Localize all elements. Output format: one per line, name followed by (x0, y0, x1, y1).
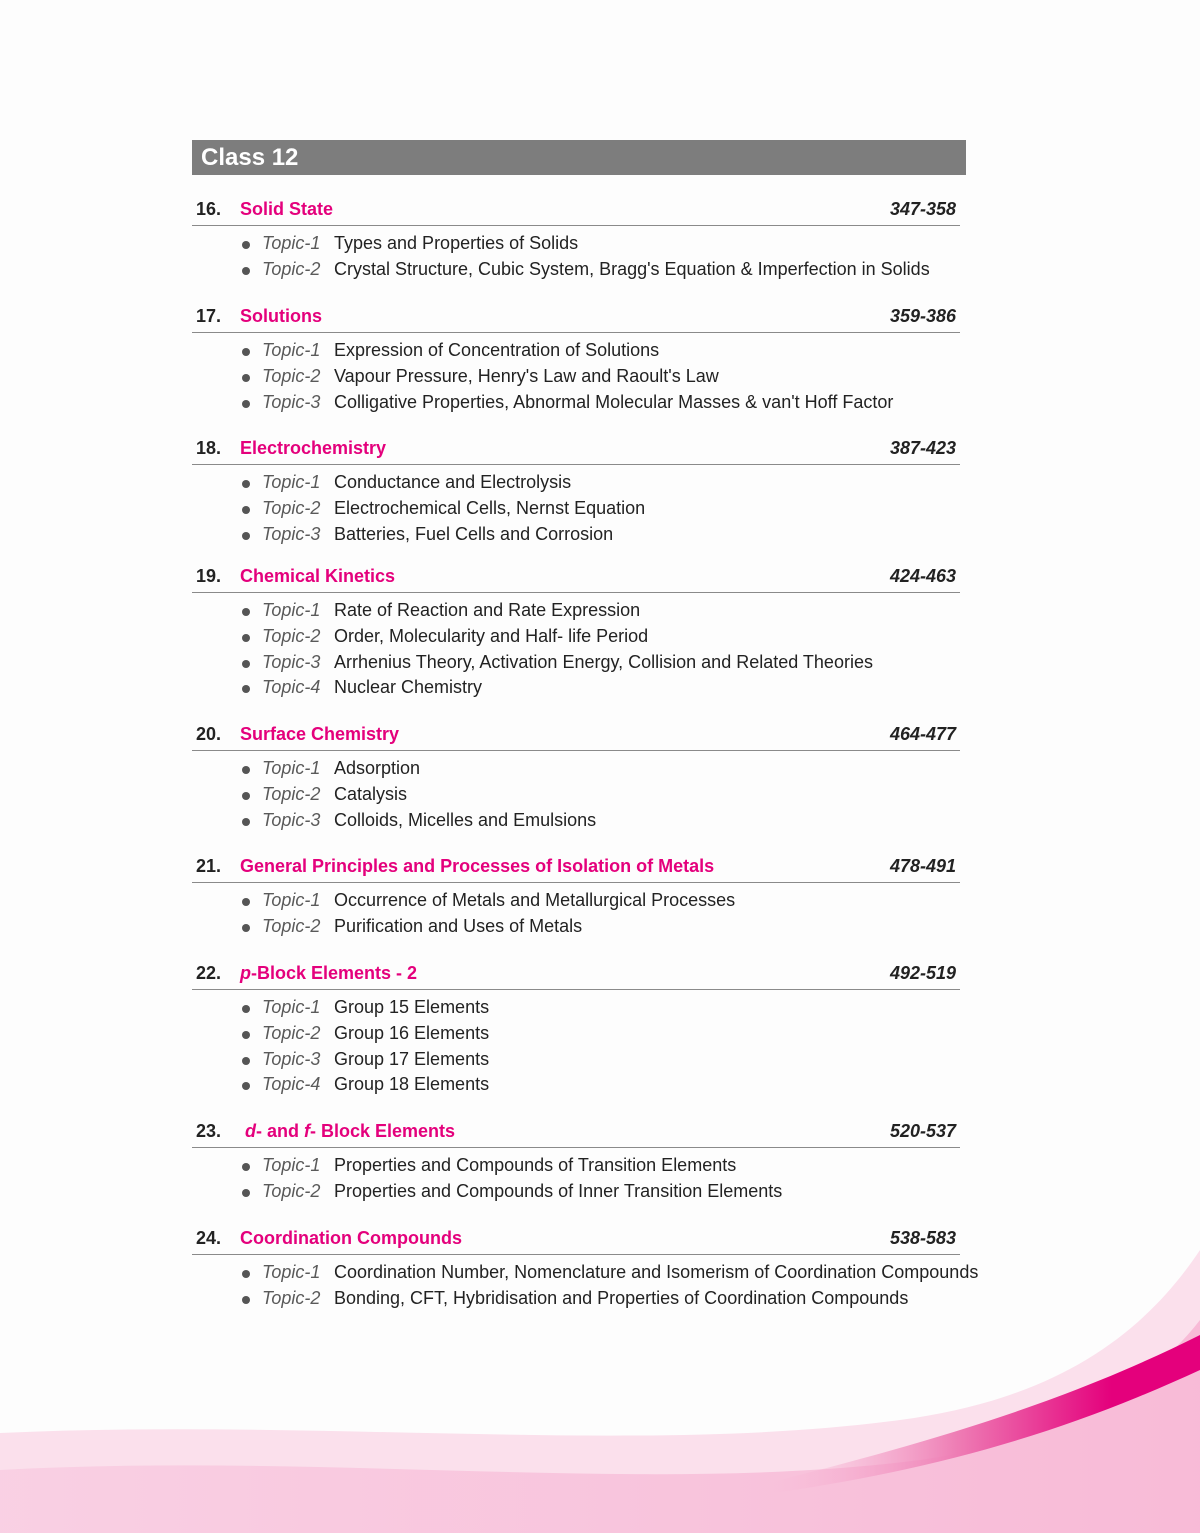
bullet-icon (242, 348, 250, 356)
topic-label: Topic-2 (262, 783, 321, 804)
topic-label: Topic-1 (262, 1262, 321, 1282)
topic-item (192, 1072, 960, 1098)
topic-item (192, 470, 960, 496)
topic-item (192, 914, 960, 940)
bullet-icon (242, 898, 250, 906)
chapter-heading (192, 852, 960, 883)
bullet-icon (242, 480, 250, 488)
chapter-number: 22. (196, 963, 222, 983)
topic-item (192, 1047, 960, 1073)
topic-item (192, 338, 960, 364)
chapter-title: Coordination Compounds (240, 1228, 462, 1248)
topic-item (192, 995, 960, 1021)
topic-list (192, 338, 960, 415)
chapter-number: 18. (196, 438, 222, 458)
bullet-icon (242, 766, 250, 774)
chapter-block (192, 434, 960, 547)
chapter-number: 21. (196, 856, 222, 876)
topic-text: Group 17 Elements (334, 1048, 490, 1069)
bullet-icon (242, 532, 250, 540)
topic-label: Topic-2 (262, 625, 321, 646)
chapter-block (192, 1224, 979, 1312)
topic-label: Topic-1 (262, 997, 321, 1017)
chapter-number: 20. (196, 724, 222, 744)
bullet-icon (242, 1057, 250, 1065)
topic-item (192, 364, 960, 390)
bullet-icon (242, 1082, 250, 1090)
bullet-icon (242, 1296, 250, 1304)
topic-text: Adsorption (334, 758, 421, 778)
topic-list (192, 231, 960, 283)
chapter-title: p-Block Elements - 2 (240, 963, 418, 983)
topic-label: Topic-3 (262, 1048, 321, 1069)
bullet-icon (242, 1189, 250, 1197)
chapter-page-range: 492-519 (889, 963, 956, 983)
chapter-heading (192, 195, 960, 226)
chapter-title: General Principles and Processes of Isolation of Metals (240, 856, 715, 876)
bullet-icon (242, 608, 250, 616)
topic-label: Topic-2 (262, 1287, 321, 1308)
chapter-block (192, 195, 960, 283)
topic-label: Topic-1 (262, 758, 321, 778)
topic-item (192, 257, 960, 283)
topic-item (192, 624, 960, 650)
chapter-title: Electrochemistry (240, 438, 387, 458)
topic-text: Conductance and Electrolysis (334, 472, 572, 492)
topic-label: Topic-2 (262, 497, 321, 518)
topic-text: Electrochemical Cells, Nernst Equation (334, 497, 646, 518)
chapter-number: 23. (196, 1121, 222, 1141)
chapter-page-range: 520-537 (889, 1121, 956, 1141)
chapter-number: 24. (196, 1228, 222, 1248)
chapter-page-range: 387-423 (889, 438, 956, 458)
bullet-icon (242, 685, 250, 693)
topic-label: Topic-2 (262, 365, 321, 386)
topic-text: Bonding, CFT, Hybridisation and Properties of Coordination Compounds (334, 1287, 909, 1308)
chapter-block (192, 1117, 960, 1205)
topic-list (192, 1260, 979, 1312)
topic-list (192, 756, 960, 833)
topic-item (192, 390, 960, 416)
chapter-block (192, 302, 960, 415)
topic-label: Topic-1 (262, 600, 321, 620)
topic-item (192, 1179, 960, 1205)
topic-item (192, 675, 960, 701)
topic-list (192, 1153, 960, 1205)
topic-label: Topic-4 (262, 677, 321, 698)
topic-text: Arrhenius Theory, Activation Energy, Collision and Related Theories (334, 651, 873, 672)
topic-label: Topic-1 (262, 340, 321, 360)
chapter-number: 19. (196, 566, 222, 586)
topic-text: Purification and Uses of Metals (334, 915, 583, 936)
chapter-heading (192, 302, 960, 333)
topic-list (192, 598, 960, 701)
topic-label: Topic-3 (262, 809, 321, 830)
topic-label: Topic-2 (262, 1022, 321, 1043)
bullet-icon (242, 1031, 250, 1039)
bullet-icon (242, 1163, 250, 1171)
chapter-block (192, 562, 960, 701)
chapter-page-range: 424-463 (889, 566, 956, 586)
chapter-heading (192, 720, 960, 751)
topic-label: Topic-3 (262, 651, 321, 672)
topic-label: Topic-1 (262, 1155, 321, 1175)
topic-text: Expression of Concentration of Solutions (334, 340, 660, 360)
topic-text: Group 15 Elements (334, 997, 490, 1017)
chapter-page-range: 464-477 (889, 724, 956, 744)
topic-item (192, 1260, 979, 1286)
class-header: Class 12 (192, 140, 966, 175)
topic-label: Topic-3 (262, 523, 321, 544)
chapter-block (192, 852, 960, 940)
topic-list (192, 995, 960, 1098)
topic-text: Properties and Compounds of Inner Transition Elements (334, 1180, 783, 1201)
topic-list (192, 888, 960, 940)
bullet-icon (242, 634, 250, 642)
topic-text: Vapour Pressure, Henry's Law and Raoult's Law (334, 365, 719, 386)
chapter-title: Surface Chemistry (240, 724, 400, 744)
topic-item (192, 782, 960, 808)
chapter-page-range: 347-358 (889, 199, 956, 219)
topic-item (192, 1153, 960, 1179)
chapter-heading (192, 959, 960, 990)
topic-text: Nuclear Chemistry (334, 677, 483, 698)
bullet-icon (242, 241, 250, 249)
chapter-heading (192, 434, 960, 465)
topic-item (192, 756, 960, 782)
topic-label: Topic-1 (262, 472, 321, 492)
topic-item (192, 650, 960, 676)
chapter-heading (192, 1224, 960, 1255)
topic-text: Coordination Number, Nomenclature and Isomerism of Coordination Compounds (334, 1262, 979, 1282)
topic-text: Colligative Properties, Abnormal Molecular Masses & van't Hoff Factor (334, 391, 894, 412)
topic-text: Colloids, Micelles and Emulsions (334, 809, 597, 830)
chapter-title: Solutions (240, 306, 322, 326)
topic-label: Topic-2 (262, 258, 321, 279)
chapter-number: 17. (196, 306, 222, 326)
bullet-icon (242, 924, 250, 932)
topic-item (192, 522, 960, 548)
chapter-block (192, 720, 960, 833)
topic-item (192, 598, 960, 624)
topic-text: Crystal Structure, Cubic System, Bragg's Equation & Imperfection in Solids (334, 258, 930, 279)
topic-item (192, 1021, 960, 1047)
topic-text: Group 18 Elements (334, 1074, 490, 1095)
bullet-icon (242, 792, 250, 800)
chapter-page-range: 359-386 (889, 306, 956, 326)
chapter-title: Chemical Kinetics (240, 566, 396, 586)
bullet-icon (242, 267, 250, 275)
chapter-number: 16. (196, 199, 222, 219)
topic-text: Types and Properties of Solids (334, 233, 579, 253)
topic-text: Order, Molecularity and Half- life Period (334, 625, 649, 646)
chapter-heading (192, 1117, 960, 1148)
topic-label: Topic-2 (262, 1180, 321, 1201)
topic-item (192, 888, 960, 914)
topic-list (192, 470, 960, 547)
chapter-title: Solid State (240, 199, 334, 219)
topic-item (192, 496, 960, 522)
topic-text: Catalysis (334, 783, 408, 804)
topic-text: Properties and Compounds of Transition Elements (334, 1155, 737, 1175)
chapter-block (192, 959, 960, 1098)
bullet-icon (242, 818, 250, 826)
topic-label: Topic-4 (262, 1074, 321, 1095)
bullet-icon (242, 374, 250, 382)
topic-text: Rate of Reaction and Rate Expression (334, 600, 641, 620)
bullet-icon (242, 506, 250, 514)
topic-label: Topic-1 (262, 233, 321, 253)
chapter-page-range: 538-583 (889, 1228, 956, 1248)
topic-label: Topic-3 (262, 391, 321, 412)
bullet-icon (242, 1270, 250, 1278)
chapter-title: d- and f- Block Elements (245, 1121, 456, 1141)
chapter-page-range: 478-491 (889, 856, 956, 876)
topic-item (192, 1286, 960, 1312)
bullet-icon (242, 1005, 250, 1013)
bullet-icon (242, 400, 250, 408)
topic-item (192, 231, 960, 257)
topic-text: Group 16 Elements (334, 1022, 490, 1043)
topic-text: Batteries, Fuel Cells and Corrosion (334, 523, 614, 544)
topic-item (192, 808, 960, 834)
topic-label: Topic-2 (262, 915, 321, 936)
topic-text: Occurrence of Metals and Metallurgical Processes (334, 890, 736, 910)
chapter-heading (192, 562, 960, 593)
topic-label: Topic-1 (262, 890, 321, 910)
bullet-icon (242, 660, 250, 668)
